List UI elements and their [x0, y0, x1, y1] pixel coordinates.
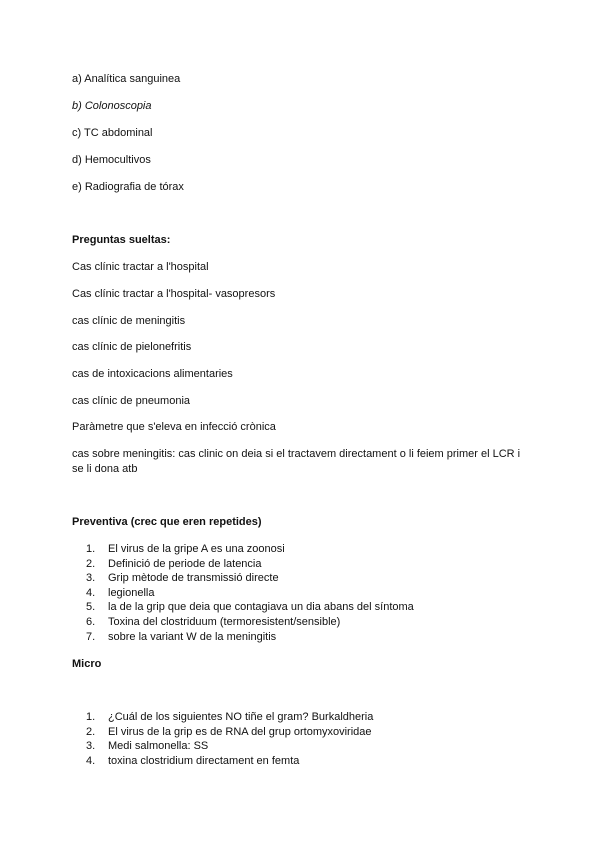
list-item: 7. sobre la variant W de la meningitis — [86, 630, 277, 643]
sueltas-item-1: Cas clínic tractar a l'hospital — [72, 261, 209, 273]
list-item: 5. la de la grip que deia que contagiava un dia abans del síntoma — [86, 601, 414, 614]
sueltas-item-8: cas sobre meningitis: cas clinic on deia si el tractavem directament o li feiem primer el LCR i se li dona atb — [72, 448, 521, 475]
sueltas-item-3: cas clínic de meningitis — [72, 315, 186, 327]
list-item: 4. toxina clostridium directament en femta — [86, 754, 300, 767]
list-item: 1. ¿Cuál de los siguientes NO tiñe el gram? Burkaldheria — [86, 711, 374, 723]
sueltas-item-2: Cas clínic tractar a l'hospital- vasopresors — [72, 288, 276, 300]
option-e: e) Radiografia de tórax — [72, 181, 184, 193]
list-item: 3. Medi salmonella: SS — [86, 740, 209, 753]
sueltas-item-5: cas de intoxicacions alimentaries — [72, 368, 233, 380]
option-c: c) TC abdominal — [72, 127, 153, 139]
heading-preventiva: Preventiva (crec que eren repetides) — [72, 516, 262, 528]
list-item: 6. Toxina del clostriduum (termoresistent/sensible) — [86, 615, 341, 628]
option-a: a) Analítica sanguinea — [72, 73, 181, 85]
list-item: 4. legionella — [86, 586, 155, 599]
list-item: 2. Definició de periode de latencia — [86, 557, 262, 570]
heading-micro: Micro — [72, 658, 102, 670]
micro-list — [72, 710, 373, 768]
option-d: d) Hemocultivos — [72, 154, 151, 166]
sueltas-item-4: cas clínic de pielonefritis — [72, 341, 192, 353]
sueltas-item-6: cas clínic de pneumonia — [72, 395, 191, 407]
sueltas-item-7: Paràmetre que s'eleva en infecció crònica — [72, 421, 276, 433]
list-item: 1. El virus de la gripe A es una zoonosi — [86, 543, 285, 555]
list-item: 2. El virus de la grip es de RNA del grup ortomyxoviridae — [86, 725, 372, 738]
list-item: 3. Grip mètode de transmissió directe — [86, 572, 279, 585]
preventiva-list — [72, 542, 414, 644]
heading-preguntas-sueltas: Preguntas sueltas: — [72, 234, 171, 246]
option-b: b) Colonoscopia — [72, 100, 152, 112]
